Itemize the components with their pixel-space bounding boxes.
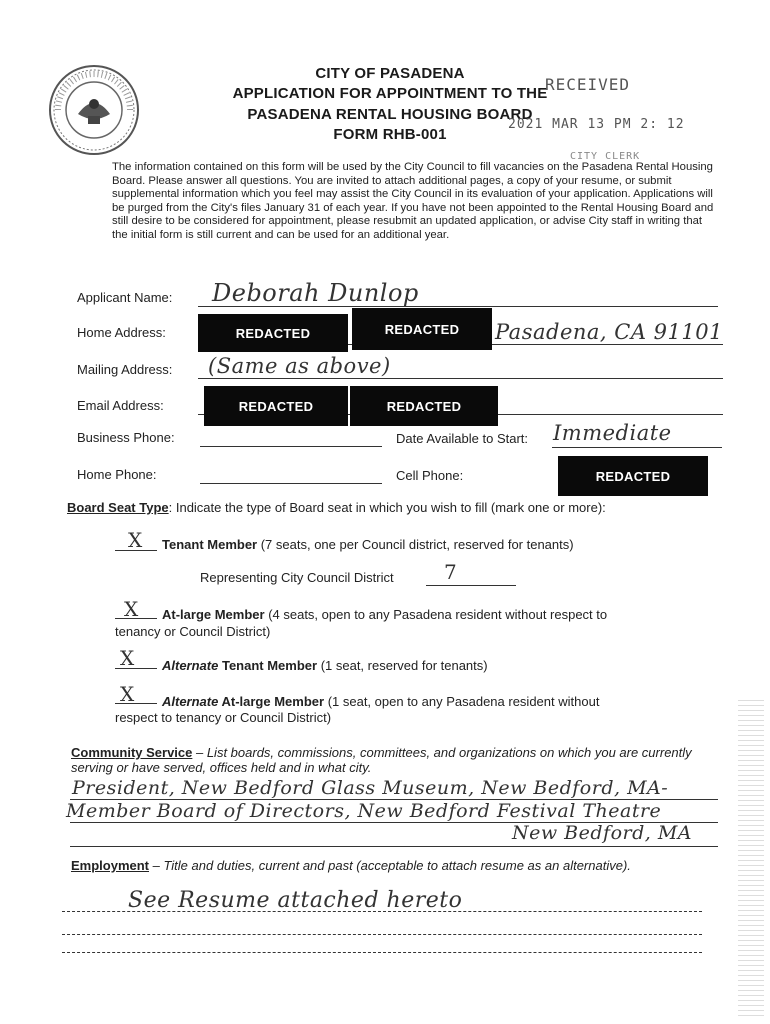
alt-atlarge-member-option: Alternate At-large Member (1 seat, open to any Pasadena resident without [162, 694, 600, 709]
employment-line-3 [62, 952, 702, 953]
applicant-name-value: Deborah Dunlop [212, 279, 419, 307]
atlarge-member-option-cont: tenancy or Council District) [115, 624, 271, 639]
community-entry-1: President, New Bedford Glass Museum, New Bedford, MA- [72, 777, 669, 799]
alt-tenant-member-option: Alternate Tenant Member (1 seat, reserved for tenants) [162, 658, 488, 673]
home-address-redacted-1: REDACTED [198, 314, 348, 352]
atlarge-check-mark: X [124, 597, 139, 621]
header-city: CITY OF PASADENA [315, 65, 465, 82]
employment-heading [71, 858, 671, 873]
alt-atlarge-check-mark: X [120, 682, 135, 706]
business-phone-label: Business Phone: [77, 430, 175, 445]
employment-title: Employment [71, 858, 150, 873]
board-seat-instruction: : Indicate the type of Board seat in which you wish to fill (mark one or more): [168, 500, 606, 515]
header-board: PASADENA RENTAL HOUSING BOARD [247, 106, 533, 123]
date-available-value: Immediate [553, 421, 672, 445]
mailing-address-line [198, 378, 723, 379]
cell-phone-redacted: REDACTED [558, 456, 708, 496]
home-address-city: Pasadena, CA 91101 [495, 320, 723, 344]
home-address-redacted-2: REDACTED [352, 308, 492, 350]
alt-atlarge-member-option-cont: respect to tenancy or Council District) [115, 710, 332, 725]
stamp-date: 2021 MAR 13 PM 2: 12 [508, 117, 685, 132]
community-service-heading [71, 745, 701, 775]
email-redacted-1: REDACTED [204, 386, 348, 426]
applicant-name-label: Applicant Name: [77, 290, 173, 305]
home-address-label: Home Address: [77, 325, 166, 340]
city-seal [48, 64, 140, 156]
cell-phone-label: Cell Phone: [396, 468, 464, 483]
board-seat-type-title: Board Seat Type [67, 500, 169, 515]
date-available-line [552, 447, 722, 448]
employment-value: See Resume attached hereto [128, 888, 463, 913]
community-service-title: Community Service [71, 745, 193, 760]
business-phone-line [200, 446, 382, 447]
district-label: Representing City Council District [200, 570, 394, 585]
board-seat-type-heading [67, 500, 606, 515]
employment-desc: – Title and duties, current and past (acceptable to attach resume as an alternative). [149, 858, 631, 873]
home-phone-label: Home Phone: [77, 467, 157, 482]
date-available-label: Date Available to Start: [396, 431, 529, 446]
community-entry-3: New Bedford, MA [512, 822, 693, 844]
community-service-desc: – List boards, commissions, committees, and organizations on which you are currently serving or have served, offices held and in what city. [71, 745, 692, 775]
header-application: APPLICATION FOR APPOINTMENT TO THE [232, 85, 548, 102]
email-redacted-2: REDACTED [350, 386, 498, 426]
community-entry-2: Member Board of Directors, New Bedford Festival Theatre [66, 800, 662, 822]
mailing-address-value: (Same as above) [208, 354, 391, 378]
alt-tenant-check-mark: X [120, 646, 135, 670]
header-form-number: FORM RHB-001 [333, 126, 447, 143]
community-line-3 [70, 846, 718, 847]
district-line [426, 585, 516, 586]
home-phone-line [200, 483, 382, 484]
district-value: 7 [444, 560, 458, 584]
email-address-label: Email Address: [77, 398, 164, 413]
tenant-member-option: Tenant Member (7 seats, one per Council district, reserved for tenants) [162, 537, 574, 552]
atlarge-member-option: At-large Member (4 seats, open to any Pasadena resident without respect to [162, 607, 608, 622]
tenant-check-mark: X [128, 528, 143, 552]
stamp-clerk: CITY CLERK [570, 151, 641, 162]
intro-paragraph: The information contained on this form will be used by the City Council to fill vacancies on the Pasadena Rental Housing Board. Please answer all questions. You are invited to attach additional pages, a copy of your resume, or submit supplemental information which you feel may assist the City Council in its evaluation of your application. Applications will be purged from the City's files January 31 of each year. If you have not been appointed to the Rental Housing Board and still desire to be considered for appointment, please resubmit an updated application, or advise City staff in writing that the initial form is still current and can be used for an additional year. [112, 161, 714, 241]
received-stamp: RECEIVED [545, 75, 631, 94]
mailing-address-label: Mailing Address: [77, 362, 173, 377]
scan-edge-noise [738, 700, 764, 1020]
employment-line-2 [62, 934, 702, 935]
